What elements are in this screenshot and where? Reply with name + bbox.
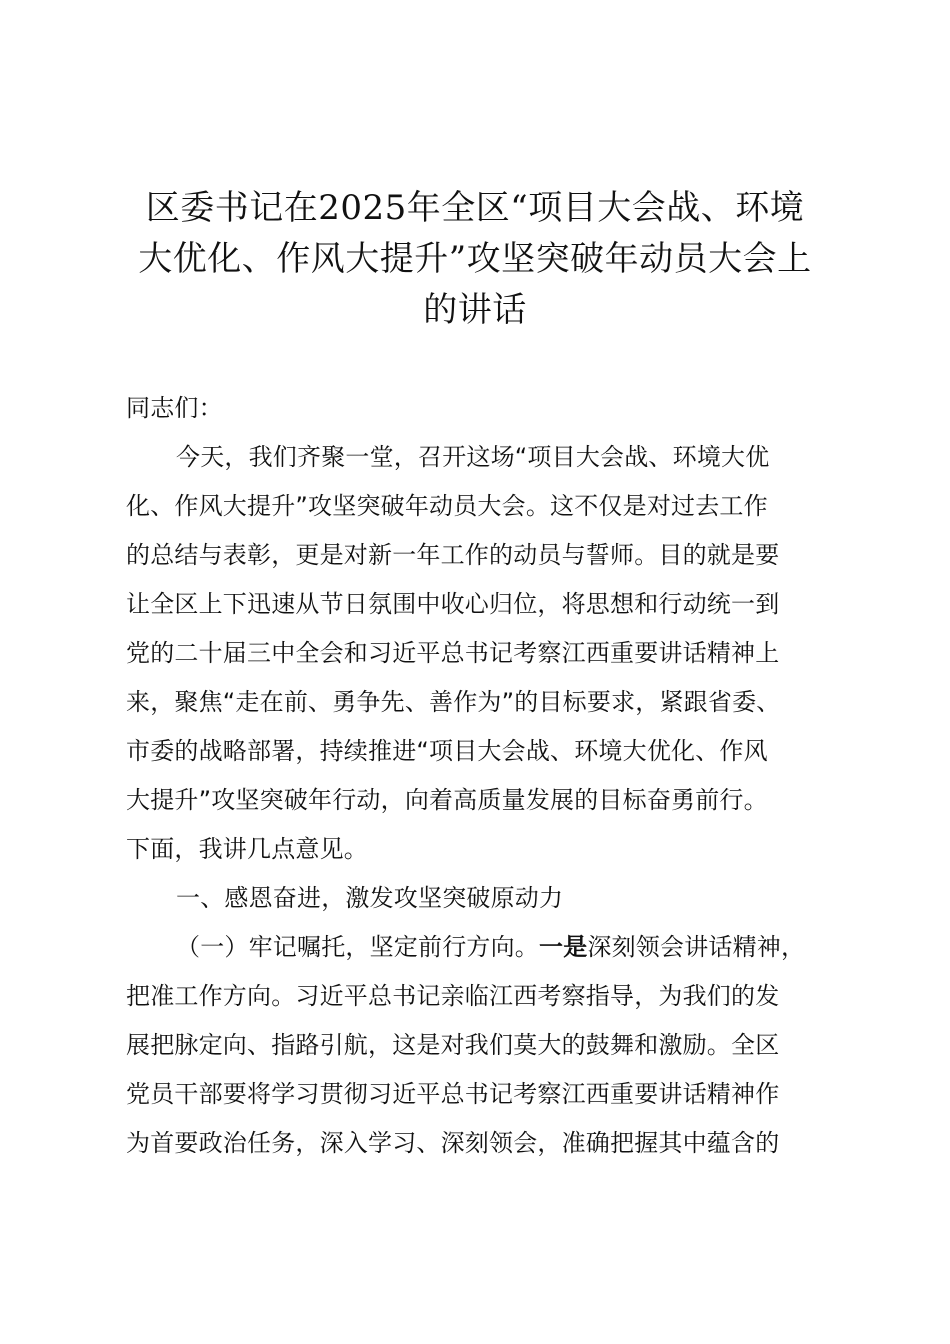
paragraph-line: 大提升”攻坚突破年行动，向着高质量发展的目标奋勇前行。 bbox=[126, 786, 768, 814]
paragraph-line: 下面，我讲几点意见。 bbox=[126, 835, 368, 863]
emphasis-marker: 一是 bbox=[539, 933, 588, 961]
title-line: 的讲话 bbox=[423, 290, 527, 330]
paragraph-line: 来，聚焦“走在前、勇争先、善作为”的目标要求，紧跟省委、 bbox=[126, 688, 781, 716]
paragraph-line: 让全区上下迅速从节日氛围中收心归位，将思想和行动统一到 bbox=[126, 590, 780, 618]
paragraph-line: 的总结与表彰，更是对新一年工作的动员与誓师。目的就是要 bbox=[126, 541, 780, 569]
paragraph-line: 市委的战略部署，持续推进“项目大会战、环境大优化、作风 bbox=[126, 737, 768, 765]
paragraph-line: 党的二十届三中全会和习近平总书记考察江西重要讲话精神上 bbox=[126, 639, 780, 667]
subsection-heading: （一）牢记嘱托，坚定前行方向。 bbox=[176, 933, 539, 961]
section-heading: 一、感恩奋进，激发攻坚突破原动力 bbox=[176, 884, 564, 912]
subsection-text: 深刻领会讲话精神， bbox=[587, 933, 806, 961]
paragraph-line: 党员干部要将学习贯彻习近平总书记考察江西重要讲话精神作 bbox=[126, 1080, 780, 1108]
paragraph-line: 把准工作方向。习近平总书记亲临江西考察指导，为我们的发 bbox=[126, 982, 780, 1010]
paragraph-line: 展把脉定向、指路引航，这是对我们莫大的鼓舞和激励。全区 bbox=[126, 1031, 780, 1059]
paragraph-line: 今天，我们齐聚一堂，召开这场“项目大会战、环境大优 bbox=[176, 443, 770, 471]
document-title bbox=[118, 183, 832, 336]
title-line: 区委书记在2025年全区“项目大会战、环境 bbox=[145, 188, 805, 228]
paragraph-line: 化、作风大提升”攻坚突破年动员大会。这不仅是对过去工作 bbox=[126, 492, 768, 520]
salutation: 同志们： bbox=[126, 394, 223, 422]
paragraph-line: 为首要政治任务，深入学习、深刻领会，准确把握其中蕴含的 bbox=[126, 1129, 780, 1157]
document-body bbox=[126, 384, 852, 1168]
subsection-first-line bbox=[126, 923, 852, 972]
title-line: 大优化、作风大提升”攻坚突破年动员大会上 bbox=[138, 239, 812, 279]
